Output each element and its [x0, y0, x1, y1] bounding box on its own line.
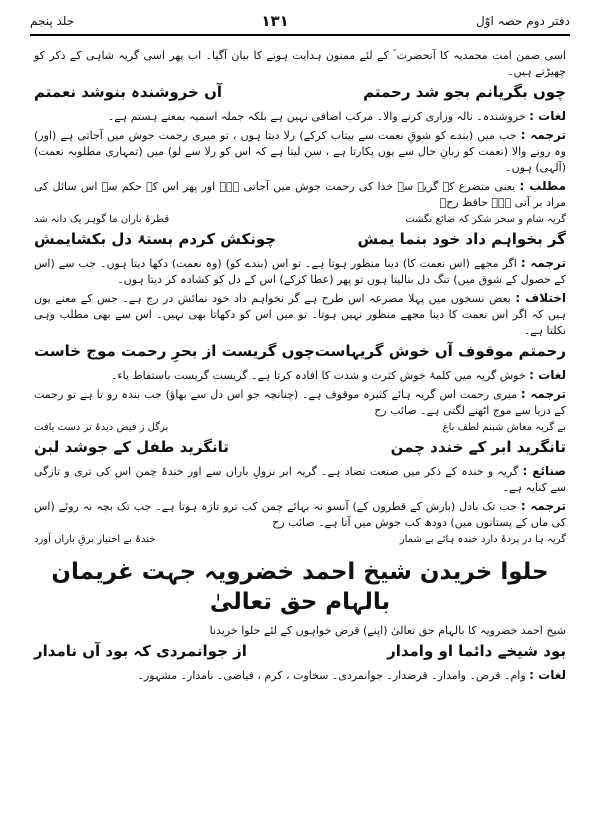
header-section-title: دفتر دوم حصہ اوّل [475, 14, 570, 28]
quoted-hemistich-second: قطرۂ باران ما گوہر یک دانہ شد [34, 214, 170, 225]
section-heading: حلوا خریدن شیخ احمد خضرویہ جہت غریمان بالہام حق تعالیٰ [51, 559, 549, 615]
section-label: لغات : [529, 368, 566, 382]
verse-hemistich-first: چوں بگریانم بجو شد رحمتم [363, 83, 566, 101]
section-label: مطلب : [519, 179, 566, 193]
section-label: اختلاف : [515, 291, 567, 305]
section-label: لغات : [529, 668, 566, 682]
intro-paragraph: اسی ضمن امت محمدیہ کا آنحضرت ؐ کے لئے ممنون ہدایت ہونے کا بیان آگیا۔ اب پھر اسی گریہ شاہی کے ذکر کو چھیڑتے ہیں۔ [34, 49, 566, 78]
tarjuma-paragraph [34, 127, 566, 176]
ikhtilaf-text: بعض نسخوں میں پہلا مصرعہ اس طرح ہے گر نخواہم داد خود نمائش در رج ہے۔ جس کے معنے یوں ہیں کہ اگر اس نعمت کا دینا مجھے منظور نہیں ہوتا۔ تو میں اس کو دکھاتا بھی نہیں۔ اس سے بھی مطلب وہی نکلتا ہے۔ [34, 292, 566, 337]
tarjuma-text: اگر مجھے (اس نعمت کا) دینا منظور ہوتا ہے۔ تو اس (بندے کو) (وہ نعمت) دکھا دیتا ہوں۔ جب سے (اس کے حصول کے شوق میں) تنگ دل بنالیتا ہوں تو پھر (عطا کرکے) اس کے دل کو کشادہ کر دیتا ہوں۔ [34, 257, 566, 286]
section-label: ترجمہ : [520, 499, 567, 513]
tarjuma-text: میری رحمت اس گریہ ہائے کثیرہ موقوف ہے۔ (چنانچہ جو اس دل سے بھاؤ) جب بندہ رو تا ہے تو رحمت کے دریا سے موج اٹھنے لگتی ہے۔ صائب رح [34, 388, 566, 417]
section-label: ترجمہ : [520, 256, 567, 270]
page-number: ۱۳۱ [261, 12, 289, 30]
quoted-couplet [34, 533, 566, 547]
verse-hemistich-first: بود شیخے دائما او وامدار [387, 642, 566, 660]
verse-hemistich-second: آں خروشندہ بنوشد نعمتم [34, 83, 223, 101]
quoted-couplet [34, 421, 566, 435]
header-rule [30, 34, 570, 36]
page-body [34, 48, 566, 686]
verse-hemistich-second: چوں گریست از بحرِ رحمت موج خاست [34, 342, 315, 360]
header-volume: جلد پنجم [30, 14, 75, 28]
tarjuma-text: جب میں (بندے کو شوقِ نعمت سے بیتاب کرکے) رلا دیتا ہوں ، تو میری رحمت جوش میں آجاتی ہے (اور) وہ رونے والا (نعمت کو زبانِ حال سے یوں پکارتا ہے ، سن لیتا ہے کہ اس کو رلا سے لو) میں (تمہاری مطلوبہ نعمت) (آلہی) ہوں۔ [34, 129, 566, 174]
verse-couplet [34, 437, 566, 457]
quoted-hemistich-second: برگل ز فیض دیدۂ تر دست یافت [34, 422, 169, 433]
quoted-hemistich-first: بے گریہ معاش شبنم لطف باغ [442, 422, 566, 433]
tarjuma-paragraph [34, 386, 566, 419]
quoted-hemistich-second: خندۂ بے اختیار برقِ باراں آورد [34, 534, 156, 545]
sanaye-paragraph [34, 463, 566, 496]
section-label: صنائع : [522, 464, 566, 478]
page-header [30, 8, 570, 34]
lughat-paragraph [34, 667, 566, 684]
section-label: لغات : [529, 109, 566, 123]
section-label: ترجمہ : [520, 128, 567, 142]
tarjuma-paragraph [34, 255, 566, 288]
verse-couplet [34, 641, 566, 661]
verse-hemistich-first: گر بخواہم داد خود بنما یمش [357, 230, 566, 248]
verse-couplet [34, 82, 566, 102]
verse-hemistich-second: تانگرید طفل کے جوشد لبن [34, 438, 229, 456]
quoted-couplet [34, 213, 566, 227]
ikhtilaf-paragraph [34, 290, 566, 339]
tarjuma-text: جب تک بادل (بارش کے قطروں کے) آنسو نہ بہائے چمن کب ترو تازہ ہوتا ہے۔ جب تک بچہ نہ روئے (اس کی ماں کے پستانوں میں) دودھ کب جوش میں آتا ہے۔ صائب رح [34, 500, 566, 529]
verse-hemistich-first: تانگرید ابر کے خندد چمن [390, 438, 566, 456]
section-subheading: شیخ احمد خضرویہ کا بالہام حق تعالیٰ (اپنے) قرض خواہوں کے لئے حلوا خریدنا [209, 624, 566, 637]
verse-couplet [34, 229, 566, 249]
tarjuma-paragraph [34, 498, 566, 531]
section-label: ترجمہ : [520, 387, 567, 401]
verse-hemistich-second: چونکش کردم بستۂ دل بکشایمش [34, 230, 277, 248]
verse-couplet [34, 341, 566, 361]
verse-hemistich-second: از جوانمردی کہ بود آں نامدار [34, 642, 247, 660]
lughat-paragraph [34, 108, 566, 125]
quoted-hemistich-first: گریہ ہا در پردۂ دارد خندہ ہائے بے شمار [399, 534, 566, 545]
lughat-text: خروشندہ۔ نالہ وزاری کرنے والا۔ مرکب اضافی نہیں ہے بلکہ جملہ اسمیہ بمعنے ہستم ہے۔ [107, 110, 526, 123]
quoted-hemistich-first: گریہ شام و سحر شکر کہ ضائع نگشت [405, 214, 566, 225]
lughat-text: خوش گریہ میں کلمۂ خوش کثرت و شدت کا افادہ کرتا ہے۔ گریست گریست باستفاط یاء۔ [110, 369, 526, 382]
sanaye-text: گریہ و خندہ کے ذکر میں صنعت تضاد ہے۔ گریہ ابر نزولِ باراں سے اور خندۂ چمن اس کی تری و تازگی سے کنایہ ہے۔ [34, 465, 566, 494]
lughat-text: وام۔ قرض۔ وامدار۔ قرضدار۔ جوانمردی۔ سخاوت ، کرم ، فیاضی۔ نامدار۔ مشہور۔ [137, 669, 526, 682]
verse-hemistich-first: رحمتم موقوف آں خوش گریہاست [314, 342, 566, 360]
matlab-text: یعنی متضرع کے گریہ سے خدا کی رحمت جوش میں آجاتی ہے۔ اور پھر اس کے حکم سے اس سائل کی مراد بر آتی ہے۔ حافظ رحؒ [34, 180, 566, 209]
lughat-paragraph [34, 367, 566, 384]
matlab-paragraph [34, 178, 566, 211]
